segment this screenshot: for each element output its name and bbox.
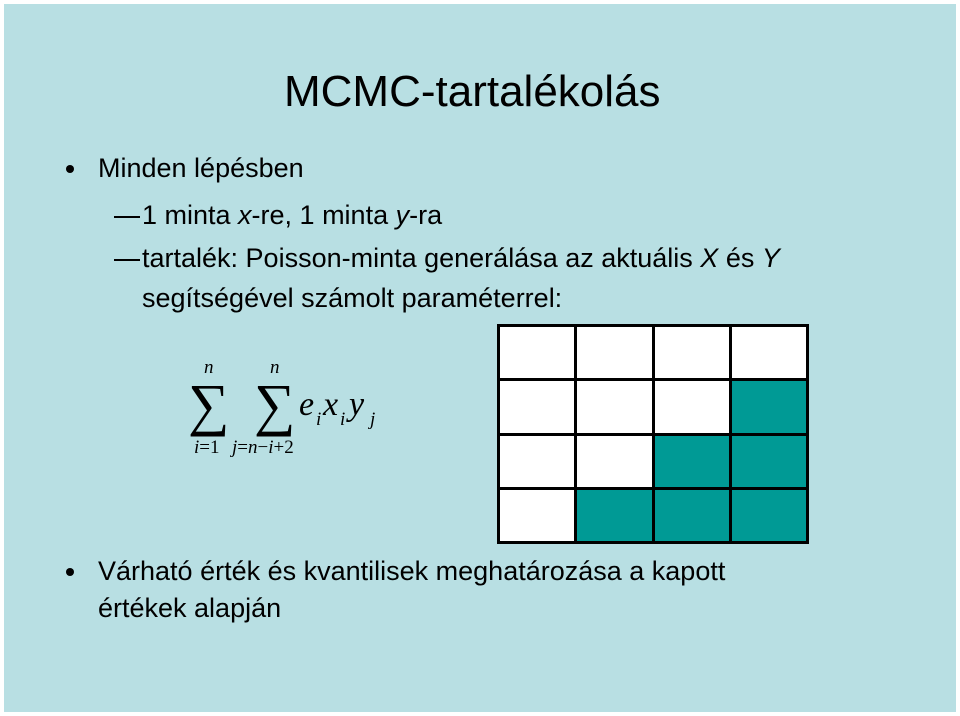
subitem-part: tartalék: Poisson-minta generálása az aktuális xyxy=(142,243,701,273)
term-x: x xyxy=(323,386,339,423)
term-e: e xyxy=(299,386,315,423)
outer-sigma-symbol: ∑ xyxy=(188,372,230,437)
bullet-text: Várható érték és kvantilisek meghatározása a kapott xyxy=(98,556,726,586)
slide-title: MCMC-tartalékolás xyxy=(284,67,661,116)
bullet-dot xyxy=(66,568,74,576)
dash-marker xyxy=(114,216,140,218)
double-sum-formula xyxy=(182,354,412,466)
grid-cell-filled xyxy=(732,381,806,432)
grid-cell-filled xyxy=(732,436,806,487)
dash-marker xyxy=(114,259,140,261)
grid-cell-empty xyxy=(500,490,574,541)
subitem-text xyxy=(142,242,780,274)
inner-sum-upper: n xyxy=(270,357,280,378)
grid-cell-empty xyxy=(577,381,651,432)
grid-cell-empty xyxy=(732,327,806,378)
subitem-text xyxy=(142,199,442,231)
term-e-subscript: i xyxy=(316,409,322,430)
grid-cell-empty xyxy=(655,327,729,378)
grid-cell-empty xyxy=(500,436,574,487)
subitem-part: -re, 1 minta xyxy=(251,200,396,230)
term-x-subscript: i xyxy=(340,409,346,430)
subitem-part: -ra xyxy=(409,200,443,230)
bullet-text: Minden lépésben xyxy=(98,153,304,183)
bullet-dot xyxy=(66,165,74,173)
outer-sum-lower: i=1 xyxy=(194,437,220,458)
subitem-part: és xyxy=(718,243,762,273)
subitem-continuation: segítségével számolt paraméterrel: xyxy=(142,283,563,313)
subitem-var-Y: Y xyxy=(761,243,780,273)
subitem-var-X: X xyxy=(700,243,719,273)
term-y-subscript: j xyxy=(370,409,376,430)
subitem-var-y: y xyxy=(395,200,410,230)
grid-cell-filled xyxy=(655,436,729,487)
triangle-grid xyxy=(497,324,809,544)
slide xyxy=(4,4,956,712)
inner-sigma-symbol: ∑ xyxy=(254,372,296,437)
bullet-continuation: értékek alapján xyxy=(98,593,282,623)
grid-cell-empty xyxy=(500,381,574,432)
grid-cell-empty xyxy=(577,327,651,378)
grid-cell-filled xyxy=(577,490,651,541)
grid-cell-empty xyxy=(500,327,574,378)
inner-sum-lower: j=n−i+2 xyxy=(232,437,294,458)
grid-cell-empty xyxy=(577,436,651,487)
grid-cell-filled xyxy=(655,490,729,541)
grid-cell-filled xyxy=(732,490,806,541)
subitem-part: 1 minta xyxy=(142,200,239,230)
outer-sum-upper: n xyxy=(204,357,214,378)
subitem-var-x: x xyxy=(238,200,252,230)
grid-cell-empty xyxy=(655,381,729,432)
term-y: y xyxy=(349,386,365,423)
